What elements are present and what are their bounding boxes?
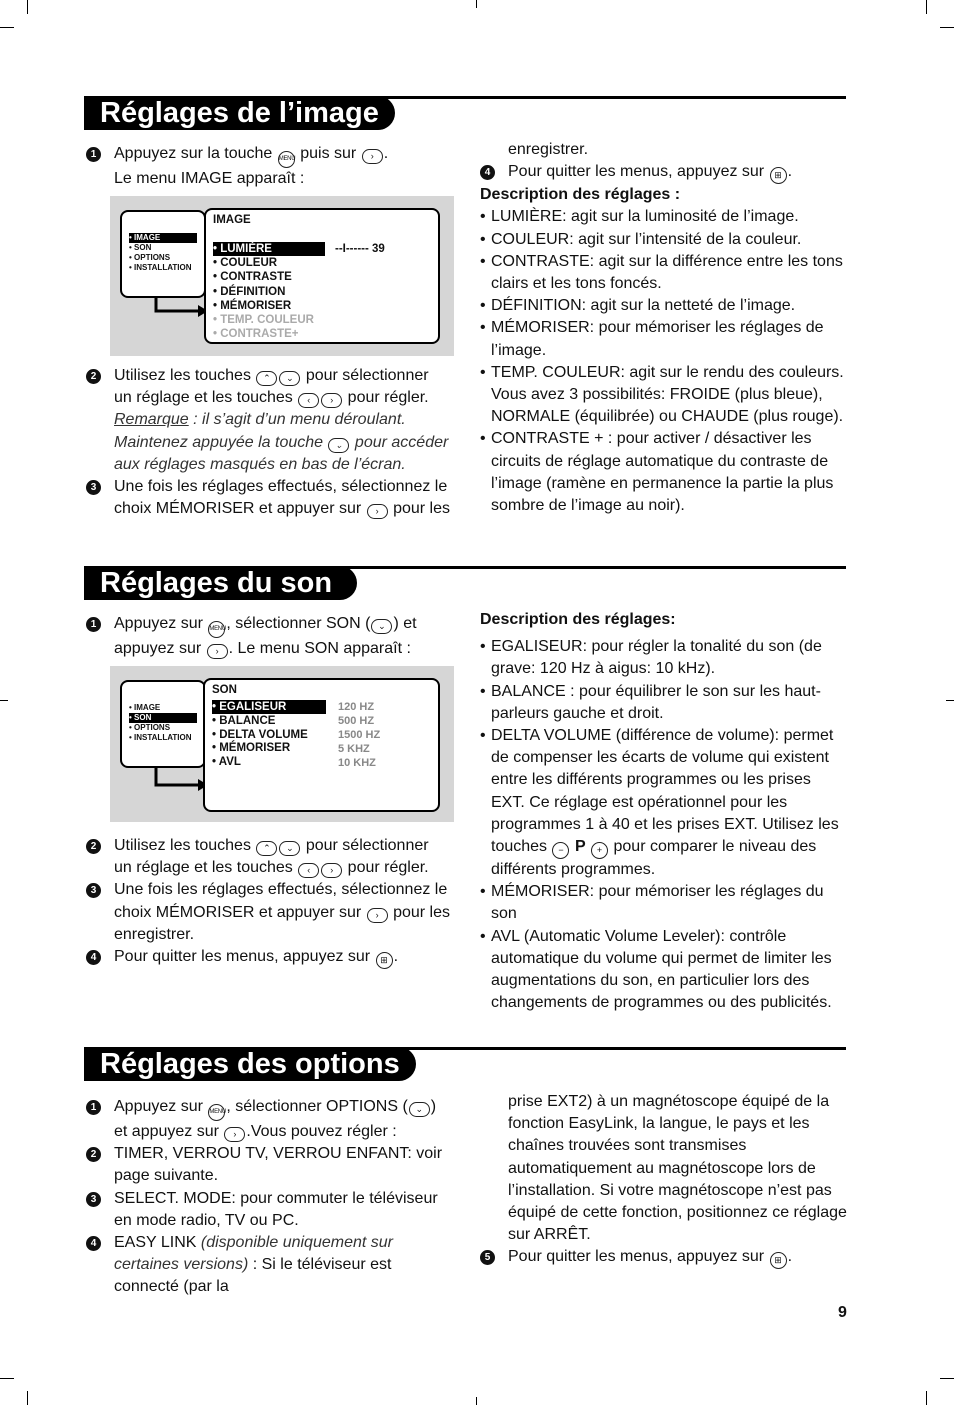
desc-item: • AVL (Automatic Volume Leveler): contrôle automatique du volume qui permet de limiter les augmentations du son, en particulier lors des changements de programmes ou des publicités. bbox=[480, 926, 848, 1015]
step-number: 4 bbox=[86, 950, 101, 965]
son-left-column bbox=[86, 613, 458, 660]
osd-item: • DELTA VOLUME bbox=[212, 729, 308, 741]
section-son-header bbox=[84, 566, 846, 602]
step-number: 2 bbox=[86, 369, 101, 384]
osd-small-item: • IMAGE bbox=[129, 703, 161, 712]
section-image-header bbox=[84, 96, 846, 132]
options-step-2: 2 TIMER, VERROU TV, VERROU ENFANT: voir page suivante. bbox=[86, 1143, 458, 1187]
desc-item: • TEMP. COULEUR: agit sur le rendu des couleurs. Vous avez 3 possibilités: FROIDE (plus bleue), NORMALE (équilibrée) ou CHAUDE (plus rouge). bbox=[480, 362, 848, 429]
options-step-3: 3 SELECT. MODE: pour commuter le téléviseur en mode radio, TV ou PC. bbox=[86, 1188, 458, 1232]
info-key-icon: ⊞ bbox=[770, 167, 787, 184]
osd-item: • CONTRASTE bbox=[213, 271, 292, 283]
image-step-3: 3 Une fois les réglages effectués, sélectionnez le choix MÉMORISER et appuyer sur › pour les bbox=[86, 476, 458, 520]
desc-item: • MÉMORISER: pour mémoriser les réglages du son bbox=[480, 881, 848, 925]
info-key-icon: ⊞ bbox=[376, 952, 393, 969]
down-key-icon: ⌄ bbox=[409, 1102, 430, 1117]
osd-item: • LUMIÈRE bbox=[213, 242, 325, 256]
down-key-icon: ⌄ bbox=[279, 371, 300, 386]
desc-item: • BALANCE : pour équilibrer le son sur les haut-parleurs gauche et droit. bbox=[480, 681, 848, 725]
osd-small-item: • SON bbox=[129, 713, 197, 723]
crop-mark bbox=[946, 700, 954, 701]
osd-item: • BALANCE bbox=[212, 715, 276, 727]
son-step-4: 4 Pour quitter les menus, appuyez sur ⊞ . bbox=[86, 946, 458, 969]
osd-item: • MÉMORISER bbox=[213, 300, 292, 312]
right-key-icon: › bbox=[367, 908, 388, 923]
crop-mark bbox=[27, 0, 28, 14]
osd-item: • DÉFINITION bbox=[213, 286, 286, 298]
son-osd-screen bbox=[110, 666, 454, 822]
osd-value: --I------ 39 bbox=[335, 243, 385, 255]
osd-main-menu bbox=[120, 680, 206, 768]
down-key-icon: ⌄ bbox=[328, 438, 349, 453]
crop-mark bbox=[476, 0, 477, 8]
osd-value: 10 KHZ bbox=[338, 757, 376, 769]
osd-value: 500 HZ bbox=[338, 715, 375, 727]
osd-value: 1500 HZ bbox=[338, 729, 381, 741]
right-key-icon: › bbox=[321, 863, 342, 878]
left-key-icon: ‹ bbox=[298, 393, 319, 408]
options-step-1: 1 Appuyez sur MENU, sélectionner OPTIONS ( ⌄ ) et appuyez sur › .Vous pouvez régler : bbox=[86, 1096, 458, 1143]
osd-item: • MÉMORISER bbox=[212, 742, 291, 754]
osd-submenu-title: IMAGE bbox=[213, 214, 251, 226]
menu-key-icon: MENU bbox=[208, 621, 225, 638]
image-left-column-steps bbox=[86, 365, 458, 520]
step-number: 4 bbox=[480, 165, 495, 180]
crop-mark bbox=[926, 1391, 927, 1405]
section-image-title: Réglages de l’image bbox=[84, 96, 395, 130]
osd-value: 120 HZ bbox=[338, 701, 375, 713]
son-left-column-steps bbox=[86, 835, 458, 969]
page-number: 9 bbox=[838, 1304, 847, 1321]
osd-arrow bbox=[154, 296, 210, 318]
right-key-icon: › bbox=[362, 149, 383, 164]
crop-mark bbox=[940, 1378, 954, 1379]
osd-submenu-title: SON bbox=[212, 684, 237, 696]
image-right-column: enregistrer. 4 Pour quitter les menus, appuyez sur ⊞ . Description des réglages : • LUMIÈRE: agit sur la luminosité de l’image. • COULEUR: agit sur l’intensité de la couleur. • CONTRASTE: agit sur la différence entre les tons clairs et les tons foncés. • DÉFINITION: agit sur la netteté de l’image. • MÉMORISER: pour mémoriser les réglages de l’image. • TEMP. COULEUR: agit sur le rendu des couleurs. Vous avez 3 possibilités: FROIDE (plus bleue), NORMALE (équilibrée) ou CHAUDE (plus rouge). • CONTRASTE + : pour activer / désactiver les circuits de réglage automatique du contraste de l’image (ramène en permanence la partie la plus sombre de l’image au noir). bbox=[480, 139, 848, 517]
down-key-icon: ⌄ bbox=[279, 841, 300, 856]
desc-item: • CONTRASTE + : pour activer / désactiver les circuits de réglage automatique du contraste de l’image (ramène en permanence la partie la plus sombre de l’image au noir). bbox=[480, 428, 848, 517]
right-key-icon: › bbox=[367, 504, 388, 519]
menu-key-icon: MENU bbox=[278, 151, 295, 168]
menu-key-icon: MENU bbox=[208, 1104, 225, 1121]
osd-value: 5 KHZ bbox=[338, 743, 370, 755]
crop-mark bbox=[476, 1397, 477, 1405]
image-step-1: 1 Appuyez sur la touche MENU puis sur › . Le menu IMAGE apparaît : bbox=[86, 143, 458, 190]
osd-item: • EGALISEUR bbox=[212, 700, 326, 714]
step-number: 3 bbox=[86, 480, 101, 495]
crop-mark bbox=[926, 0, 927, 14]
crop-mark bbox=[0, 27, 14, 28]
crop-mark bbox=[0, 1378, 14, 1379]
osd-submenu bbox=[204, 208, 440, 344]
image-osd-screen bbox=[110, 196, 454, 356]
desc-item: • COULEUR: agit sur l’intensité de la couleur. bbox=[480, 229, 848, 251]
step-number: 1 bbox=[86, 147, 101, 162]
image-step-2: 2 Utilisez les touches ⌃ ⌄ pour sélectionner un réglage et les touches ‹ › pour régler. Remarque : il s’agit d’un menu déroulant. Maintenez appuyée la touche ⌄ pour accéder aux réglages masqués en bas de l’écran. bbox=[86, 365, 458, 476]
step-number: 2 bbox=[86, 839, 101, 854]
desc-item: • MÉMORISER: pour mémoriser les réglages de l’image. bbox=[480, 317, 848, 361]
osd-main-menu bbox=[120, 210, 206, 298]
step-number: 1 bbox=[86, 617, 101, 632]
section-son-title: Réglages du son bbox=[84, 566, 357, 600]
step-number: 5 bbox=[480, 1250, 495, 1265]
options-step-5: 5 Pour quitter les menus, appuyez sur ⊞ . bbox=[480, 1246, 848, 1269]
info-key-icon: ⊞ bbox=[770, 1252, 787, 1269]
plus-key-icon: + bbox=[591, 842, 608, 859]
options-right-column: prise EXT2) à un magnétoscope équipé de la fonction EasyLink, la langue, le pays et les chaînes trouvées sont transmises automatiquement au magnétoscope lors de l’installation. Si votre magnétoscope n’est pas équipé de cette fonction, positionnez ce réglage sur ARRÊT. 5 Pour quitter les menus, appuyez sur ⊞ . bbox=[480, 1091, 848, 1269]
osd-item: • CONTRASTE+ bbox=[213, 328, 299, 340]
osd-small-item: • SON bbox=[129, 243, 152, 252]
osd-item: • TEMP. COULEUR bbox=[213, 314, 314, 326]
osd-small-item: • OPTIONS bbox=[129, 253, 171, 262]
son-step-2: 2 Utilisez les touches ⌃ ⌄ pour sélectionner un réglage et les touches ‹ › pour régler. bbox=[86, 835, 458, 879]
right-key-icon: › bbox=[321, 393, 342, 408]
left-key-icon: ‹ bbox=[298, 863, 319, 878]
desc-item: • CONTRASTE: agit sur la différence entre les tons clairs et les tons foncés. bbox=[480, 251, 848, 295]
osd-small-item: • INSTALLATION bbox=[129, 263, 192, 272]
osd-item: • COULEUR bbox=[213, 257, 278, 269]
step-number: 3 bbox=[86, 1192, 101, 1207]
osd-small-item: • OPTIONS bbox=[129, 723, 171, 732]
step-number: 3 bbox=[86, 883, 101, 898]
son-step-3: 3 Une fois les réglages effectués, sélectionnez le choix MÉMORISER et appuyer sur › pour les enregistrer. bbox=[86, 879, 458, 946]
osd-small-item: • INSTALLATION bbox=[129, 733, 192, 742]
options-left-column bbox=[86, 1096, 458, 1299]
right-key-icon: › bbox=[207, 644, 228, 659]
desc-title: Description des réglages : bbox=[480, 186, 681, 204]
son-right-column: Description des réglages: • EGALISEUR: pour régler la tonalité du son (de grave: 120 Hz à aigus: 10 kHz). • BALANCE : pour équilibrer le son sur les haut-parleurs gauche et droit. • DELTA VOLUME (différence de volume): permet de compenser les écarts de volume qui existent entre les différents programmes ou les prises EXT. Ce réglage est opérationnel pour les programmes 1 à 40 et les prises EXT. Utilisez les touches − P + pour comparer le niveau des différents programmes. • MÉMORISER: pour mémoriser les réglages du son • AVL (Automatic Volume Leveler): contrôle automatique du volume qui permet de limiter les augmentations du son, en particulier lors des changements de programmes ou des publicités. bbox=[480, 609, 848, 1014]
desc-item: • LUMIÈRE: agit sur la luminosité de l’image. bbox=[480, 206, 848, 228]
desc-title: Description des réglages: bbox=[480, 611, 676, 628]
options-step-4: 4 EASY LINK (disponible uniquement sur certaines versions) : Si le téléviseur est connecté (par la bbox=[86, 1232, 458, 1299]
osd-arrow bbox=[154, 766, 210, 792]
osd-item: • AVL bbox=[212, 756, 241, 768]
son-step-1: 1 Appuyez sur MENU, sélectionner SON ( ⌄ ) et appuyez sur › . Le menu SON apparaît : bbox=[86, 613, 458, 660]
crop-mark bbox=[27, 1391, 28, 1405]
up-key-icon: ⌃ bbox=[256, 841, 277, 856]
image-left-column bbox=[86, 143, 458, 190]
section-options-header bbox=[84, 1047, 846, 1083]
desc-item: • DELTA VOLUME (différence de volume): permet de compenser les écarts de volume qui existent entre les différents programmes ou les prises EXT. Ce réglage est opérationnel pour les programmes 1 à 40 et les prises EXT. Utilisez les bbox=[480, 725, 848, 836]
osd-submenu bbox=[203, 678, 440, 812]
section-options-title: Réglages des options bbox=[84, 1047, 416, 1081]
image-step-4: 4 Pour quitter les menus, appuyez sur ⊞ . bbox=[480, 161, 848, 184]
crop-mark bbox=[0, 700, 8, 701]
step-number: 1 bbox=[86, 1100, 101, 1115]
desc-item: • DÉFINITION: agit sur la netteté de l’image. bbox=[480, 295, 848, 317]
step-number: 2 bbox=[86, 1147, 101, 1162]
osd-small-item: • IMAGE bbox=[129, 233, 197, 243]
crop-mark bbox=[940, 27, 954, 28]
minus-key-icon: − bbox=[552, 842, 569, 859]
right-key-icon: › bbox=[224, 1127, 245, 1142]
step-number: 4 bbox=[86, 1236, 101, 1251]
up-key-icon: ⌃ bbox=[256, 371, 277, 386]
desc-item: • EGALISEUR: pour régler la tonalité du son (de grave: 120 Hz à aigus: 10 kHz). bbox=[480, 636, 848, 680]
down-key-icon: ⌄ bbox=[371, 619, 392, 634]
